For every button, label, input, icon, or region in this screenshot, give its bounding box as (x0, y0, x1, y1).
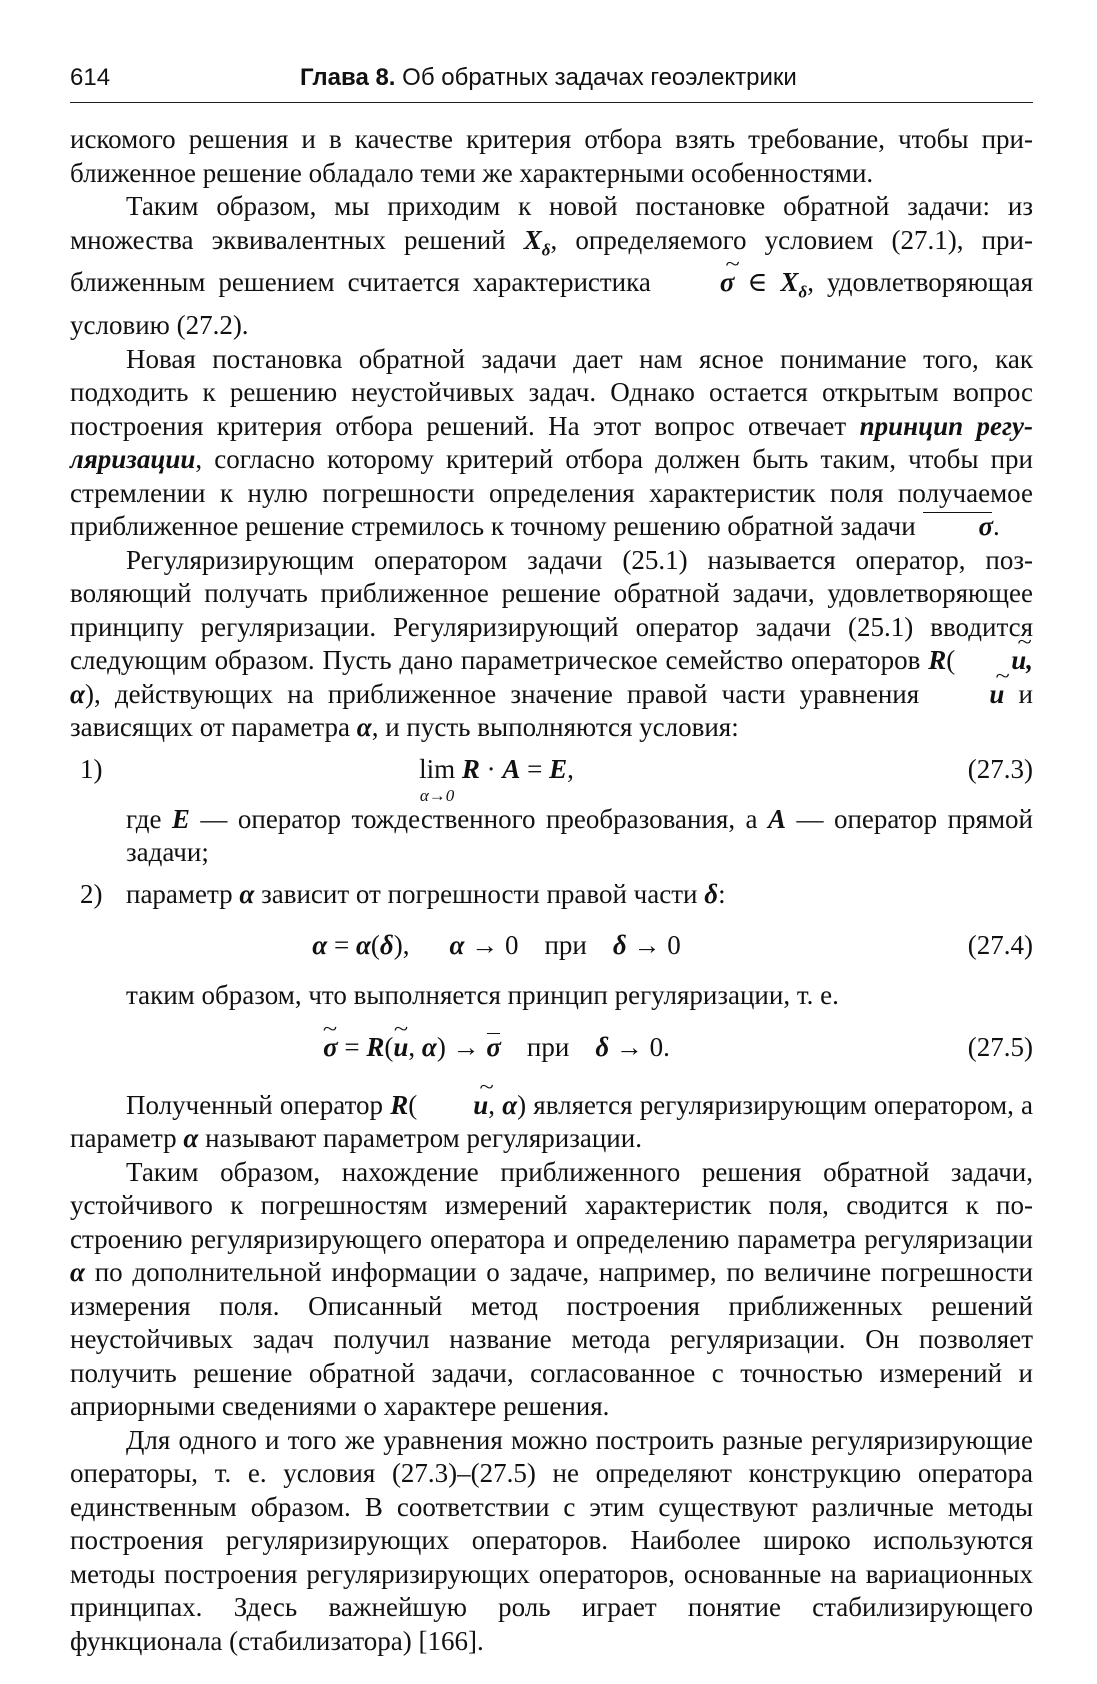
paragraph-7 (70, 1424, 1033, 1659)
paragraph-2-text-a: Таким образом, мы приходим к новой постановке обратной задачи: из множества эквивалентных решений (70, 191, 1033, 255)
equation-27-4: α = α(δ), α → 0 при δ → 0 (312, 930, 681, 961)
paragraph-5-text-a: Полученный оператор (126, 1089, 391, 1120)
between-text: таким образом, что выполняется принцип регуляризации, т. е. (126, 980, 839, 1011)
math-sigma-bar: σ (922, 511, 993, 541)
equation-27-4-row (70, 921, 1033, 973)
math-u-tilde: ~ u (933, 679, 1004, 709)
paragraph-3-text-b: , согласно которому критерий отбора должен быть таким, чтобы при стремлении к нулю погрешности определения характеристик поля получаемое приближенное решение стремилось к точному решению обратной задачи (70, 444, 1033, 542)
paragraph-1 (70, 123, 1033, 190)
item-1-explanation: где E — оператор тождественного преобразования, а A — оператор прямой задачи; (126, 803, 1033, 868)
page-body (70, 123, 1033, 1658)
paragraph-4-text-b: , действующих на приближенное значение правой части уравнения (93, 678, 934, 709)
book-page (70, 58, 1033, 1658)
item-1-number: 1) (80, 753, 103, 784)
item-1-text-b: — оператор тождественного преобразования, а (189, 803, 768, 834)
paragraph-1-text: искомого решения и в качестве критерия отбора взять требование, чтобы приближенное решение обладало теми же характерными особенностями. (70, 124, 1033, 188)
paragraph-5: Полученный оператор R(~ u, α) является регуляризирующим оператором, а параметр α называют параметром регуляризации. (70, 1089, 1033, 1156)
paragraph-5-text-b: является регуляризирующим оператором, а параметр (70, 1089, 1034, 1154)
paragraph-4-text-a: Регуляризирующим оператором задачи (25.1) называется оператор, позволяющий получать приближенное решение обратной задачи, удовлетворяющее принципу регуляризации. Регуляризирующий оператор задачи (25.1) вводится следующим образом. Пусть дано параметрическое семейство операторов (70, 544, 1033, 676)
paragraph-2-text-b: , определяемого условием (27.1), приближенным решением считается характеристика (70, 224, 1033, 298)
chapter-heading (300, 58, 797, 98)
paragraph-5-text-c: называют параметром регуляризации. (198, 1123, 642, 1154)
chapter-title: Об обратных задачах геоэлектрики (402, 64, 797, 91)
equation-27-5-row (70, 1023, 1033, 1075)
paragraph-3-text-a: Новая постановка обратной задачи дает нам ясное понимание того, как подходить к решению неустойчивых задач. Однако остается открытым вопрос построения критерия отбора решений. На этот вопрос отвечает (70, 343, 1033, 441)
paragraph-2 (70, 190, 1033, 343)
math-alpha: α (356, 712, 372, 743)
paragraph-2-text-c: , удовлетворяющая условию (27.2). (70, 267, 1033, 341)
equation-27-3: lim α→0 R · A = E, (419, 753, 574, 805)
item-2-text-a: параметр (126, 878, 240, 909)
running-head (70, 58, 1033, 103)
equation-27-3-number: (27.3) (967, 753, 1033, 784)
item-2-number: 2) (80, 878, 103, 909)
between-equations-text (126, 979, 1033, 1013)
equation-27-5-number: (27.5) (967, 1031, 1033, 1062)
paragraph-3: Новая постановка обратной задачи дает нам ясное понимание того, как подходить к решению неустойчивых задач. Однако остается открытым вопрос построения критерия отбора решений. На этот вопрос отвечает принцип регуляризации, согласно которому критерий отбора должен быть таким, чтобы при стремлении к нулю погрешности определения характеристик поля получаемое приближенное решение стремилось к точному решению обратной задачи σ. (70, 343, 1033, 544)
paragraph-4-text-c: и зависящих от параметра (70, 678, 1033, 743)
page-number: 614 (70, 64, 111, 91)
equation-27-4-word: при (544, 930, 587, 961)
paragraph-4-text-d: , и пусть выполняются условия: (371, 712, 739, 743)
equation-27-5-word: при (526, 1031, 570, 1062)
paragraph-6-text-a: Таким образом, нахождение приближенного решения обратной задачи, устойчивого к погрешностям измерений характеристик поля, сводится к построению регуляризирующего оператора и определению параметра регуляризации (70, 1156, 1033, 1254)
chapter-label: Глава 8. (300, 64, 396, 91)
equation-27-4-number: (27.4) (967, 930, 1033, 961)
item-1-text-c: — оператор прямой задачи; (126, 803, 1033, 868)
math-x-delta: $X_\delta$ (523, 224, 551, 259)
regularization-principle-term: принцип регуляризации (70, 410, 1033, 475)
math-r-u-alpha: R(~ u, α) (70, 645, 1033, 709)
paragraph-7-text: Для одного и того же уравнения можно построить разные регуляризирующие операторы, т. е. условия (27.3)–(27.5) не определяют конструкцию оператора единственным образом. В соответствии с этим существуют различные методы построения регуляризирующих операторов. Наиболее широко используются методы построения регуляризирующих операторов, основанные на вариационных принципах. Здесь важнейшую роль играет понятие стабилизирующего функционала (стабилизатора) [166]. (70, 1424, 1033, 1656)
math-sigma-in-x: ~ σ ∈ $X_\delta$ (664, 267, 807, 297)
paragraph-6-text-b: по дополнительной информации о задаче, например, по величине погрешности измерения поля. Описанный метод построения приближенных решений неустойчивых задач получил название метода регуляризации. Он позволяет получить решение обратной задачи, согласованное с точностью измерений и априорными сведениями о характере решения. (70, 1257, 1033, 1422)
item-2-text-b: зависит от погрешности правой части (254, 878, 705, 909)
paragraph-6: Таким образом, нахождение приближенного решения обратной задачи, устойчивого к погрешностям измерений характеристик поля, сводится к построению регуляризирующего оператора и определению параметра регуляризации α по дополнительной информации о задаче, например, по величине погрешности измерения поля. Описанный метод построения приближенных решений неустойчивых задач получил название метода регуляризации. Он позволяет получить решение обратной задачи, согласованное с точностью измерений и априорными сведениями о характере решения. (70, 1156, 1033, 1422)
equation-27-5: ~ σ = R(~ u, α) → σ при δ → 0. (70, 1031, 923, 1065)
item-1-text-a: где (126, 803, 172, 834)
equation-27-3-row (70, 745, 1033, 803)
paragraph-4 (70, 544, 1033, 745)
item-2: 2) параметр α зависит от погрешности правой части δ: (70, 878, 1033, 912)
